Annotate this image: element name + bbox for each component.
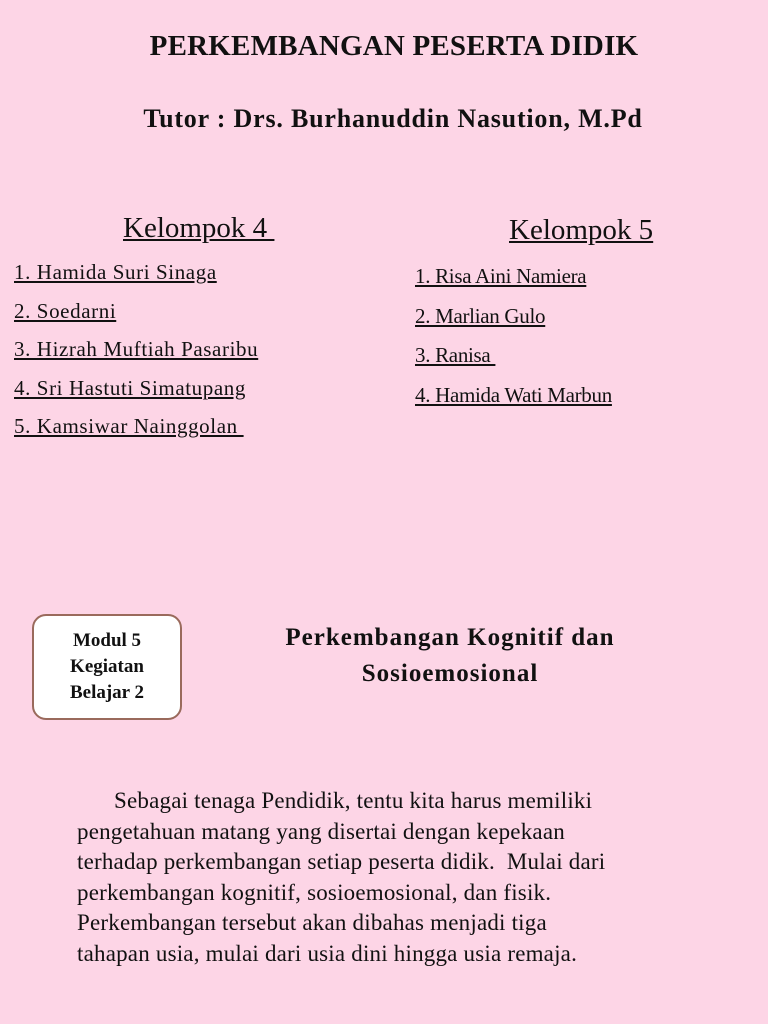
module-label-box bbox=[32, 614, 182, 720]
group-4-member-list bbox=[14, 259, 258, 452]
intro-paragraph bbox=[77, 786, 737, 970]
group-5-member: 3. Ranisa bbox=[415, 343, 496, 368]
subject-heading bbox=[250, 620, 650, 692]
group-5-member: 1. Risa Aini Namiera bbox=[415, 264, 587, 288]
module-label-line: Belajar 2 bbox=[69, 682, 145, 703]
page-title: PERKEMBANGAN PESERTA DIDIK bbox=[149, 30, 639, 62]
group-5-member: 2. Marlian Gulo bbox=[415, 303, 546, 328]
group-5-member: 4. Hamida Wati Marbun bbox=[415, 383, 612, 408]
paragraph-line: terhadap perkembangan setiap peserta didik. Mulai dari bbox=[77, 849, 606, 875]
group-4-member: 3. Hizrah Muftiah Pasaribu bbox=[14, 337, 259, 361]
group-4-member: 4. Sri Hastuti Simatupang bbox=[14, 375, 246, 400]
group-5-heading: Kelompok 5 bbox=[509, 214, 654, 246]
module-label-line: Modul 5 bbox=[72, 630, 142, 651]
subject-heading-line: Sosioemosional bbox=[361, 660, 539, 687]
group-4-member: 2. Soedarni bbox=[14, 298, 117, 323]
paragraph-line: perkembangan kognitif, sosioemosional, dan fisik. bbox=[77, 879, 552, 905]
tutor-line: Tutor : Drs. Burhanuddin Nasution, M.Pd bbox=[143, 104, 643, 133]
paragraph-line: Perkembangan tersebut akan dibahas menjadi tiga bbox=[77, 910, 547, 936]
group-4-member: 1. Hamida Suri Sinaga bbox=[14, 260, 217, 284]
paragraph-line: pengetahuan matang yang disertai dengan kepekaan bbox=[77, 818, 565, 844]
module-label-line: Kegiatan bbox=[70, 656, 144, 677]
subject-heading-line: Perkembangan Kognitif dan bbox=[285, 624, 615, 651]
group-5-member-list bbox=[415, 263, 612, 422]
group-4-member: 5. Kamsiwar Nainggolan bbox=[14, 414, 244, 438]
paragraph-line: Sebagai tenaga Pendidik, tentu kita harus memiliki bbox=[114, 788, 593, 813]
paragraph-line: tahapan usia, mulai dari usia dini hingga usia remaja. bbox=[77, 940, 578, 966]
group-4-heading: Kelompok 4 bbox=[123, 212, 275, 244]
